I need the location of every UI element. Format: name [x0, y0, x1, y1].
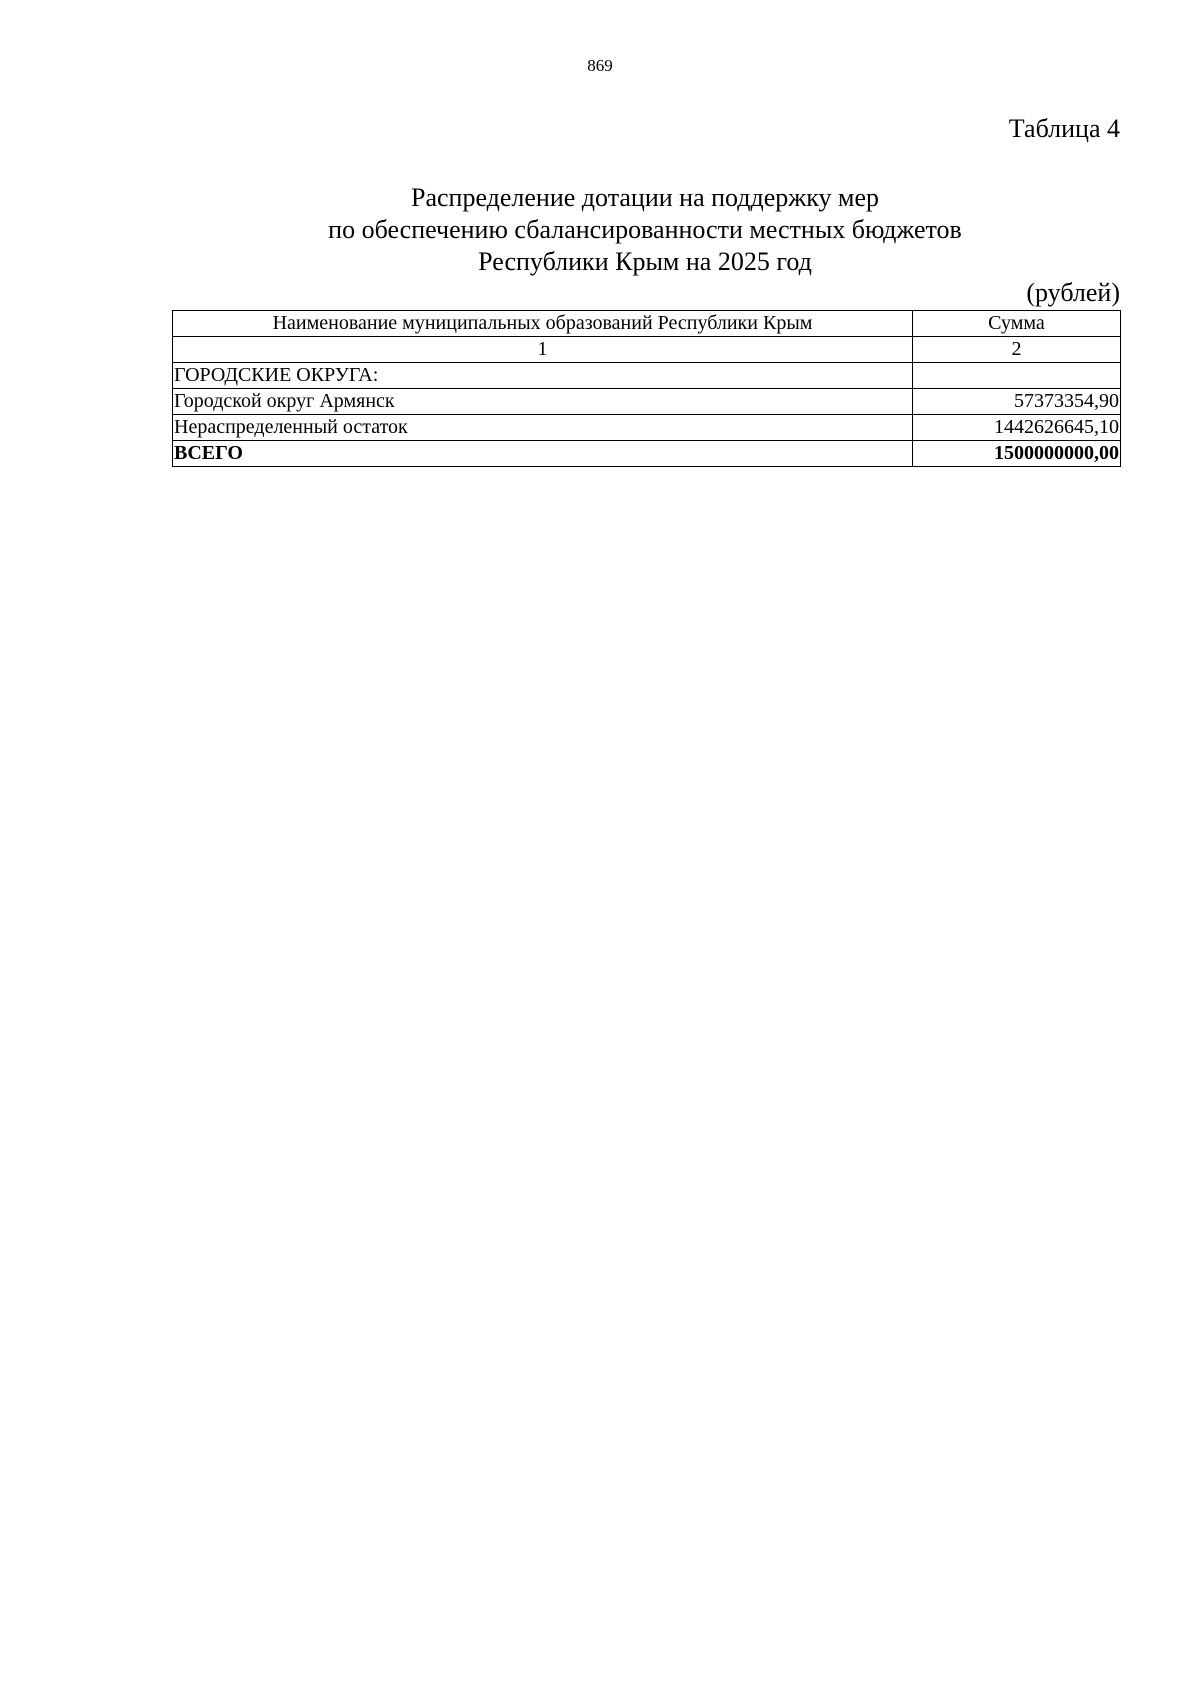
row-name: ГОРОДСКИЕ ОКРУГА:	[173, 363, 913, 389]
table-row	[173, 415, 1121, 441]
title-line: по обеспечению сбалансированности местных бюджетов	[328, 215, 962, 244]
row-sum: 57373354,90	[913, 389, 1121, 415]
unit-label: (рублей)	[1026, 278, 1120, 307]
page-number: 869	[587, 56, 613, 75]
document-title	[0, 182, 1200, 278]
header-name: Наименование муниципальных образований Республики Крым	[173, 311, 913, 337]
table-label: Таблица 4	[1008, 114, 1120, 143]
row-sum	[913, 363, 1121, 389]
total-label: ВСЕГО	[173, 441, 913, 467]
budget-table	[172, 310, 1121, 467]
title-line: Республики Крым на 2025 год	[478, 247, 812, 276]
header-sum: Сумма	[913, 311, 1121, 337]
row-sum: 1442626645,10	[913, 415, 1121, 441]
table-row	[173, 389, 1121, 415]
table-header-row	[173, 311, 1121, 337]
column-number: 2	[913, 337, 1121, 363]
total-row	[173, 441, 1121, 467]
total-sum: 1500000000,00	[913, 441, 1121, 467]
row-name: Нераспределенный остаток	[173, 415, 913, 441]
title-line: Распределение дотации на поддержку мер	[411, 183, 879, 212]
column-number-row	[173, 337, 1121, 363]
table-row	[173, 363, 1121, 389]
column-number: 1	[173, 337, 913, 363]
row-name: Городской округ Армянск	[173, 389, 913, 415]
